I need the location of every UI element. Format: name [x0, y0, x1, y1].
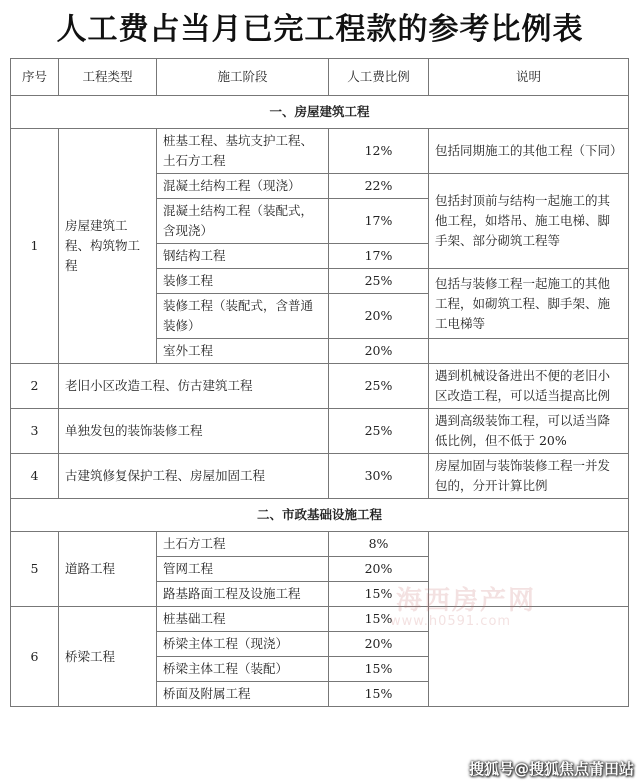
row-stage: 装修工程 [157, 269, 329, 294]
table-row [11, 364, 629, 409]
row-ratio: 15% [329, 582, 429, 607]
row-ratio: 15% [329, 682, 429, 707]
row-note-empty [429, 339, 629, 364]
row-stage: 路基路面工程及设施工程 [157, 582, 329, 607]
row-stage: 桩基础工程 [157, 607, 329, 632]
row-stage: 室外工程 [157, 339, 329, 364]
row-ratio: 17% [329, 199, 429, 244]
row-stage: 装修工程（装配式，含普通装修） [157, 294, 329, 339]
source-credit: 搜狐号@搜狐焦点莆田站 [468, 760, 634, 778]
section-heading: 二、市政基础设施工程 [11, 499, 629, 532]
row-number: 5 [11, 532, 59, 607]
row-type: 道路工程 [59, 532, 157, 607]
header-no: 序号 [11, 59, 59, 96]
row-ratio: 22% [329, 174, 429, 199]
row-note: 遇到高级装饰工程，可以适当降低比例，但不低于 20% [429, 409, 629, 454]
row-number: 3 [11, 409, 59, 454]
row-number: 1 [11, 129, 59, 364]
header-ratio: 人工费比例 [329, 59, 429, 96]
watermark [380, 580, 600, 640]
row-ratio: 20% [329, 294, 429, 339]
header-stage: 施工阶段 [157, 59, 329, 96]
table-row [11, 454, 629, 499]
row-stage: 管网工程 [157, 557, 329, 582]
section-heading: 一、房屋建筑工程 [11, 96, 629, 129]
row-stage: 土石方工程 [157, 532, 329, 557]
row-stage: 桩基工程、基坑支护工程、土石方工程 [157, 129, 329, 174]
watermark-text: 海西房产网 [396, 586, 537, 616]
row-ratio: 25% [329, 409, 429, 454]
row-ratio: 20% [329, 339, 429, 364]
header-note: 说明 [429, 59, 629, 96]
row-ratio: 15% [329, 607, 429, 632]
row-ratio: 25% [329, 364, 429, 409]
row-type: 房屋建筑工程、构筑物工程 [59, 129, 157, 364]
row-stage: 桥梁主体工程（装配） [157, 657, 329, 682]
row-stage: 混凝土结构工程（现浇） [157, 174, 329, 199]
table-header-row [11, 59, 629, 96]
row-ratio: 12% [329, 129, 429, 174]
row-note: 包括同期施工的其他工程（下同） [429, 129, 629, 174]
row-number: 6 [11, 607, 59, 707]
row-note: 包括封顶前与结构一起施工的其他工程，如塔吊、施工电梯、脚手架、部分砌筑工程等 [429, 174, 629, 269]
row-ratio: 17% [329, 244, 429, 269]
row-ratio: 30% [329, 454, 429, 499]
row-note: 遇到机械设备进出不便的老旧小区改造工程，可以适当提高比例 [429, 364, 629, 409]
row-note: 房屋加固与装饰装修工程一并发包的，分开计算比例 [429, 454, 629, 499]
row-ratio: 25% [329, 269, 429, 294]
row-number: 4 [11, 454, 59, 499]
row-ratio: 20% [329, 632, 429, 657]
row-ratio: 8% [329, 532, 429, 557]
row-type: 老旧小区改造工程、仿古建筑工程 [59, 364, 329, 409]
row-stage: 钢结构工程 [157, 244, 329, 269]
row-stage: 桥梁主体工程（现浇） [157, 632, 329, 657]
header-type: 工程类型 [59, 59, 157, 96]
table-row [11, 532, 629, 557]
row-stage: 混凝土结构工程（装配式，含现浇） [157, 199, 329, 244]
row-ratio: 20% [329, 557, 429, 582]
page-title: 人工费占当月已完工程款的参考比例表 [56, 12, 584, 47]
row-type: 单独发包的装饰装修工程 [59, 409, 329, 454]
watermark-url: www.h0591.com [390, 614, 512, 629]
row-number: 2 [11, 364, 59, 409]
table-row [11, 129, 629, 174]
row-type: 古建筑修复保护工程、房屋加固工程 [59, 454, 329, 499]
row-type: 桥梁工程 [59, 607, 157, 707]
row-stage: 桥面及附属工程 [157, 682, 329, 707]
row-ratio: 15% [329, 657, 429, 682]
table-row [11, 409, 629, 454]
row-note: 包括与装修工程一起施工的其他工程，如砌筑工程、脚手架、施工电梯等 [429, 269, 629, 339]
